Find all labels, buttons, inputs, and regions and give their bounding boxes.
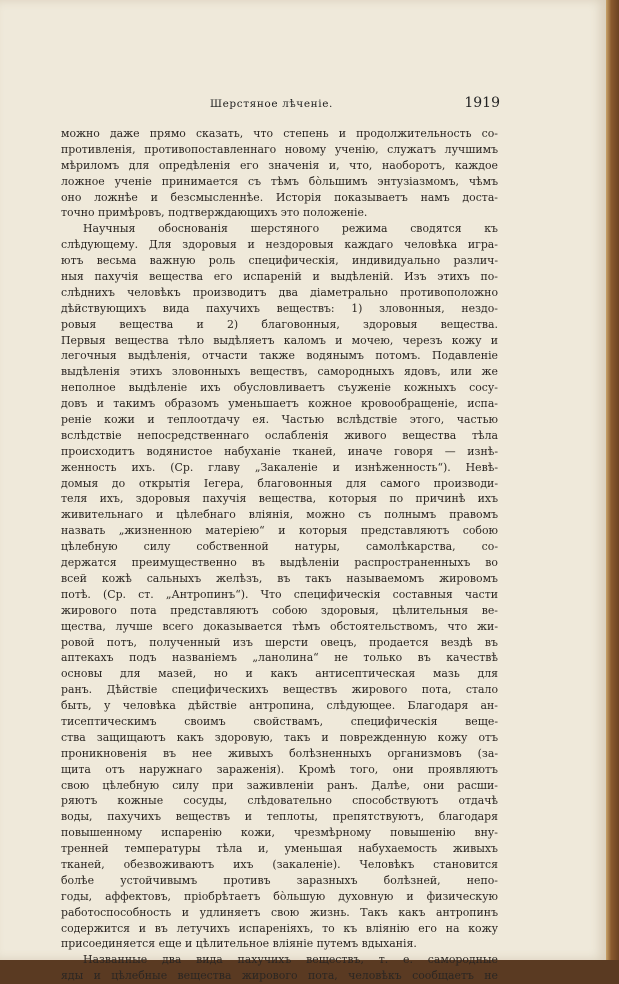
text-line: оно ложнѣе и безсмысленнѣе. Исторія показываетъ намъ доста- [61, 190, 498, 204]
text-line: теля ихъ, здоровыя пахучія вещества, которыя по причинѣ ихъ [61, 492, 498, 506]
text-line: проникновенія въ нее живыхъ болѣзненныхъ организмовъ (за- [61, 746, 498, 760]
text-line: щества, лучше всего доказывается тѣмъ обстоятельствомъ, что жи- [61, 619, 498, 633]
text-line: ровой потъ, полученный изъ шерсти овецъ, продается вездѣ въ [61, 635, 498, 649]
text-line: слѣдующему. Для здоровыя и нездоровыя каждаго человѣка игра- [61, 238, 498, 252]
text-line: легочныя выдѣленія, отчасти также водянымъ потомъ. Подавленіе [61, 349, 498, 363]
text-line: тканей, обезвоживаютъ ихъ (закаленіе). Человѣкъ становится [61, 857, 498, 871]
text-line: женность ихъ. (Ср. главу „Закаленіе и изнѣженность“). Невѣ- [61, 460, 498, 474]
text-line: реніе кожи и теплоотдачу ея. Частью вслѣдствіе этого, частью [61, 413, 498, 427]
text-line: ныя пахучія вещества его испареній и выдѣленій. Изъ этихъ по- [61, 270, 498, 284]
text-line: выдѣленія этихъ зловонныхъ веществъ, самородныхъ ядовъ, или же [61, 365, 498, 379]
text-line: ранъ. Дѣйствіе специфическихъ веществъ жирового пота, стало [61, 683, 498, 697]
text-line: точно примѣровъ, подтверждающихъ это положеніе. [61, 206, 368, 220]
text-line: болѣе устойчивымъ противъ заразныхъ болѣзней, непо- [61, 873, 498, 887]
text-line: потѣ. (Ср. ст. „Антропинъ“). Что специфическія составныя части [61, 587, 498, 601]
text-line: воды, пахучихъ веществъ и теплоты, препятствуютъ, благодаря [61, 810, 498, 824]
body-text [61, 126, 498, 984]
text-line: назвать „жизненною матеріею“ и которыя представляютъ собою [61, 524, 498, 538]
text-line: довъ и такимъ образомъ уменьшаетъ кожное кровообращеніе, испа- [61, 397, 498, 411]
text-line: ства защищаютъ какъ здоровую, такъ и поврежденную кожу отъ [61, 730, 498, 744]
text-line: противленія, противопоставленнаго новому ученію, служатъ лучшимъ [61, 142, 498, 156]
text-line: ряютъ кожные сосуды, слѣдовательно способствуютъ отдачѣ [61, 794, 498, 808]
text-line: ютъ весьма важную роль специфическія, индивидуально различ- [61, 254, 498, 268]
text-line: аптекахъ подъ названіемъ „ланолина“ не только въ качествѣ [61, 651, 498, 665]
text-line: вслѣдствіе непосредственнаго ослабленія живого вещества тѣла [61, 428, 498, 442]
text-line: домыя до открытія Іегера, благовонныя для самого производи- [61, 476, 498, 490]
text-line: держатся преимущественно въ выдѣленіи распространенныхъ во [61, 556, 498, 570]
text-line: происходитъ водянистое набуханіе тканей, иначе говоря — изнѣ- [61, 444, 498, 458]
text-line: можно даже прямо сказать, что степень и продолжительность со- [61, 127, 498, 140]
text-line: ровыя вещества и 2) благовонныя, здоровыя вещества. [61, 317, 498, 331]
text-line: мѣриломъ для опредѣленія его значенія и, что, наоборотъ, каждое [61, 158, 498, 172]
text-line: содержится и въ летучихъ испареніяхъ, то къ вліянію его на кожу [61, 921, 498, 935]
text-line: Первыя вещества тѣло выдѣляетъ каломъ и мочею, черезъ кожу и [61, 333, 498, 347]
text-line: цѣлебную силу собственной натуры, самолѣкарства, со- [61, 540, 498, 554]
text-line: всей кожѣ сальныхъ желѣзъ, въ такъ называемомъ жировомъ [61, 571, 498, 585]
text-line: повышенному испаренію кожи, чрезмѣрному повышенію вну- [61, 826, 498, 840]
running-title: Шерстяное лѣченіе. [210, 98, 333, 110]
text-line: работоспособность и удлиняетъ свою жизнь. Такъ какъ антропинъ [61, 905, 498, 919]
text-line: неполное выдѣленіе ихъ обусловливаетъ съуженіе кожныхъ сосу- [61, 381, 498, 395]
text-line: годы, аффектовъ, пріобрѣтаетъ бо̀льшую духовную и физическую [61, 889, 498, 903]
text-line: Научныя обоснованія шерстяного режима сводятся къ [83, 222, 498, 236]
text-line: яды и цѣлебные вещества жирового пота, человѣкъ сообщаетъ не [61, 969, 498, 983]
text-line: щита отъ наружнаго зараженія). Кромѣ того, они проявляютъ [61, 762, 498, 776]
text-line: ложное ученіе принимается съ тѣмъ бо̀льшимъ энтузіазмомъ, чѣмъ [61, 174, 498, 188]
text-line: жирового пота представляютъ собою здоровыя, цѣлительныя ве- [61, 603, 498, 617]
text-line: тренней температуры тѣла и, уменьшая набухаемость живыхъ [61, 842, 498, 856]
text-line: присоединяется еще и цѣлительное вліяніе путемъ вдыханія. [61, 937, 417, 951]
text-line: свою цѣлебную силу при заживленіи ранъ. Далѣе, они расши- [61, 778, 498, 792]
text-line: слѣднихъ человѣкъ производитъ два діаметрально противоположно [61, 285, 498, 299]
text-line: тисептическимъ своимъ свойствамъ, специфическія веще- [61, 714, 498, 728]
text-line: дѣйствующихъ вида пахучихъ веществъ: 1) зловонныя, нездо- [61, 301, 498, 315]
book-binding-edge [606, 0, 619, 960]
text-line: быть, у человѣка дѣйствіе антропина, слѣдующее. Благодаря ан- [61, 699, 498, 713]
page-number: 1919 [464, 95, 500, 111]
text-line: основы для мазей, но и какъ антисептическая мазь для [61, 667, 498, 681]
running-head [60, 95, 500, 117]
text-line: живительнаго и цѣлебнаго вліянія, можно съ полнымъ правомъ [61, 508, 498, 522]
text-line: Названные два вида пахучихъ веществъ, т. е. самородные [83, 953, 498, 967]
